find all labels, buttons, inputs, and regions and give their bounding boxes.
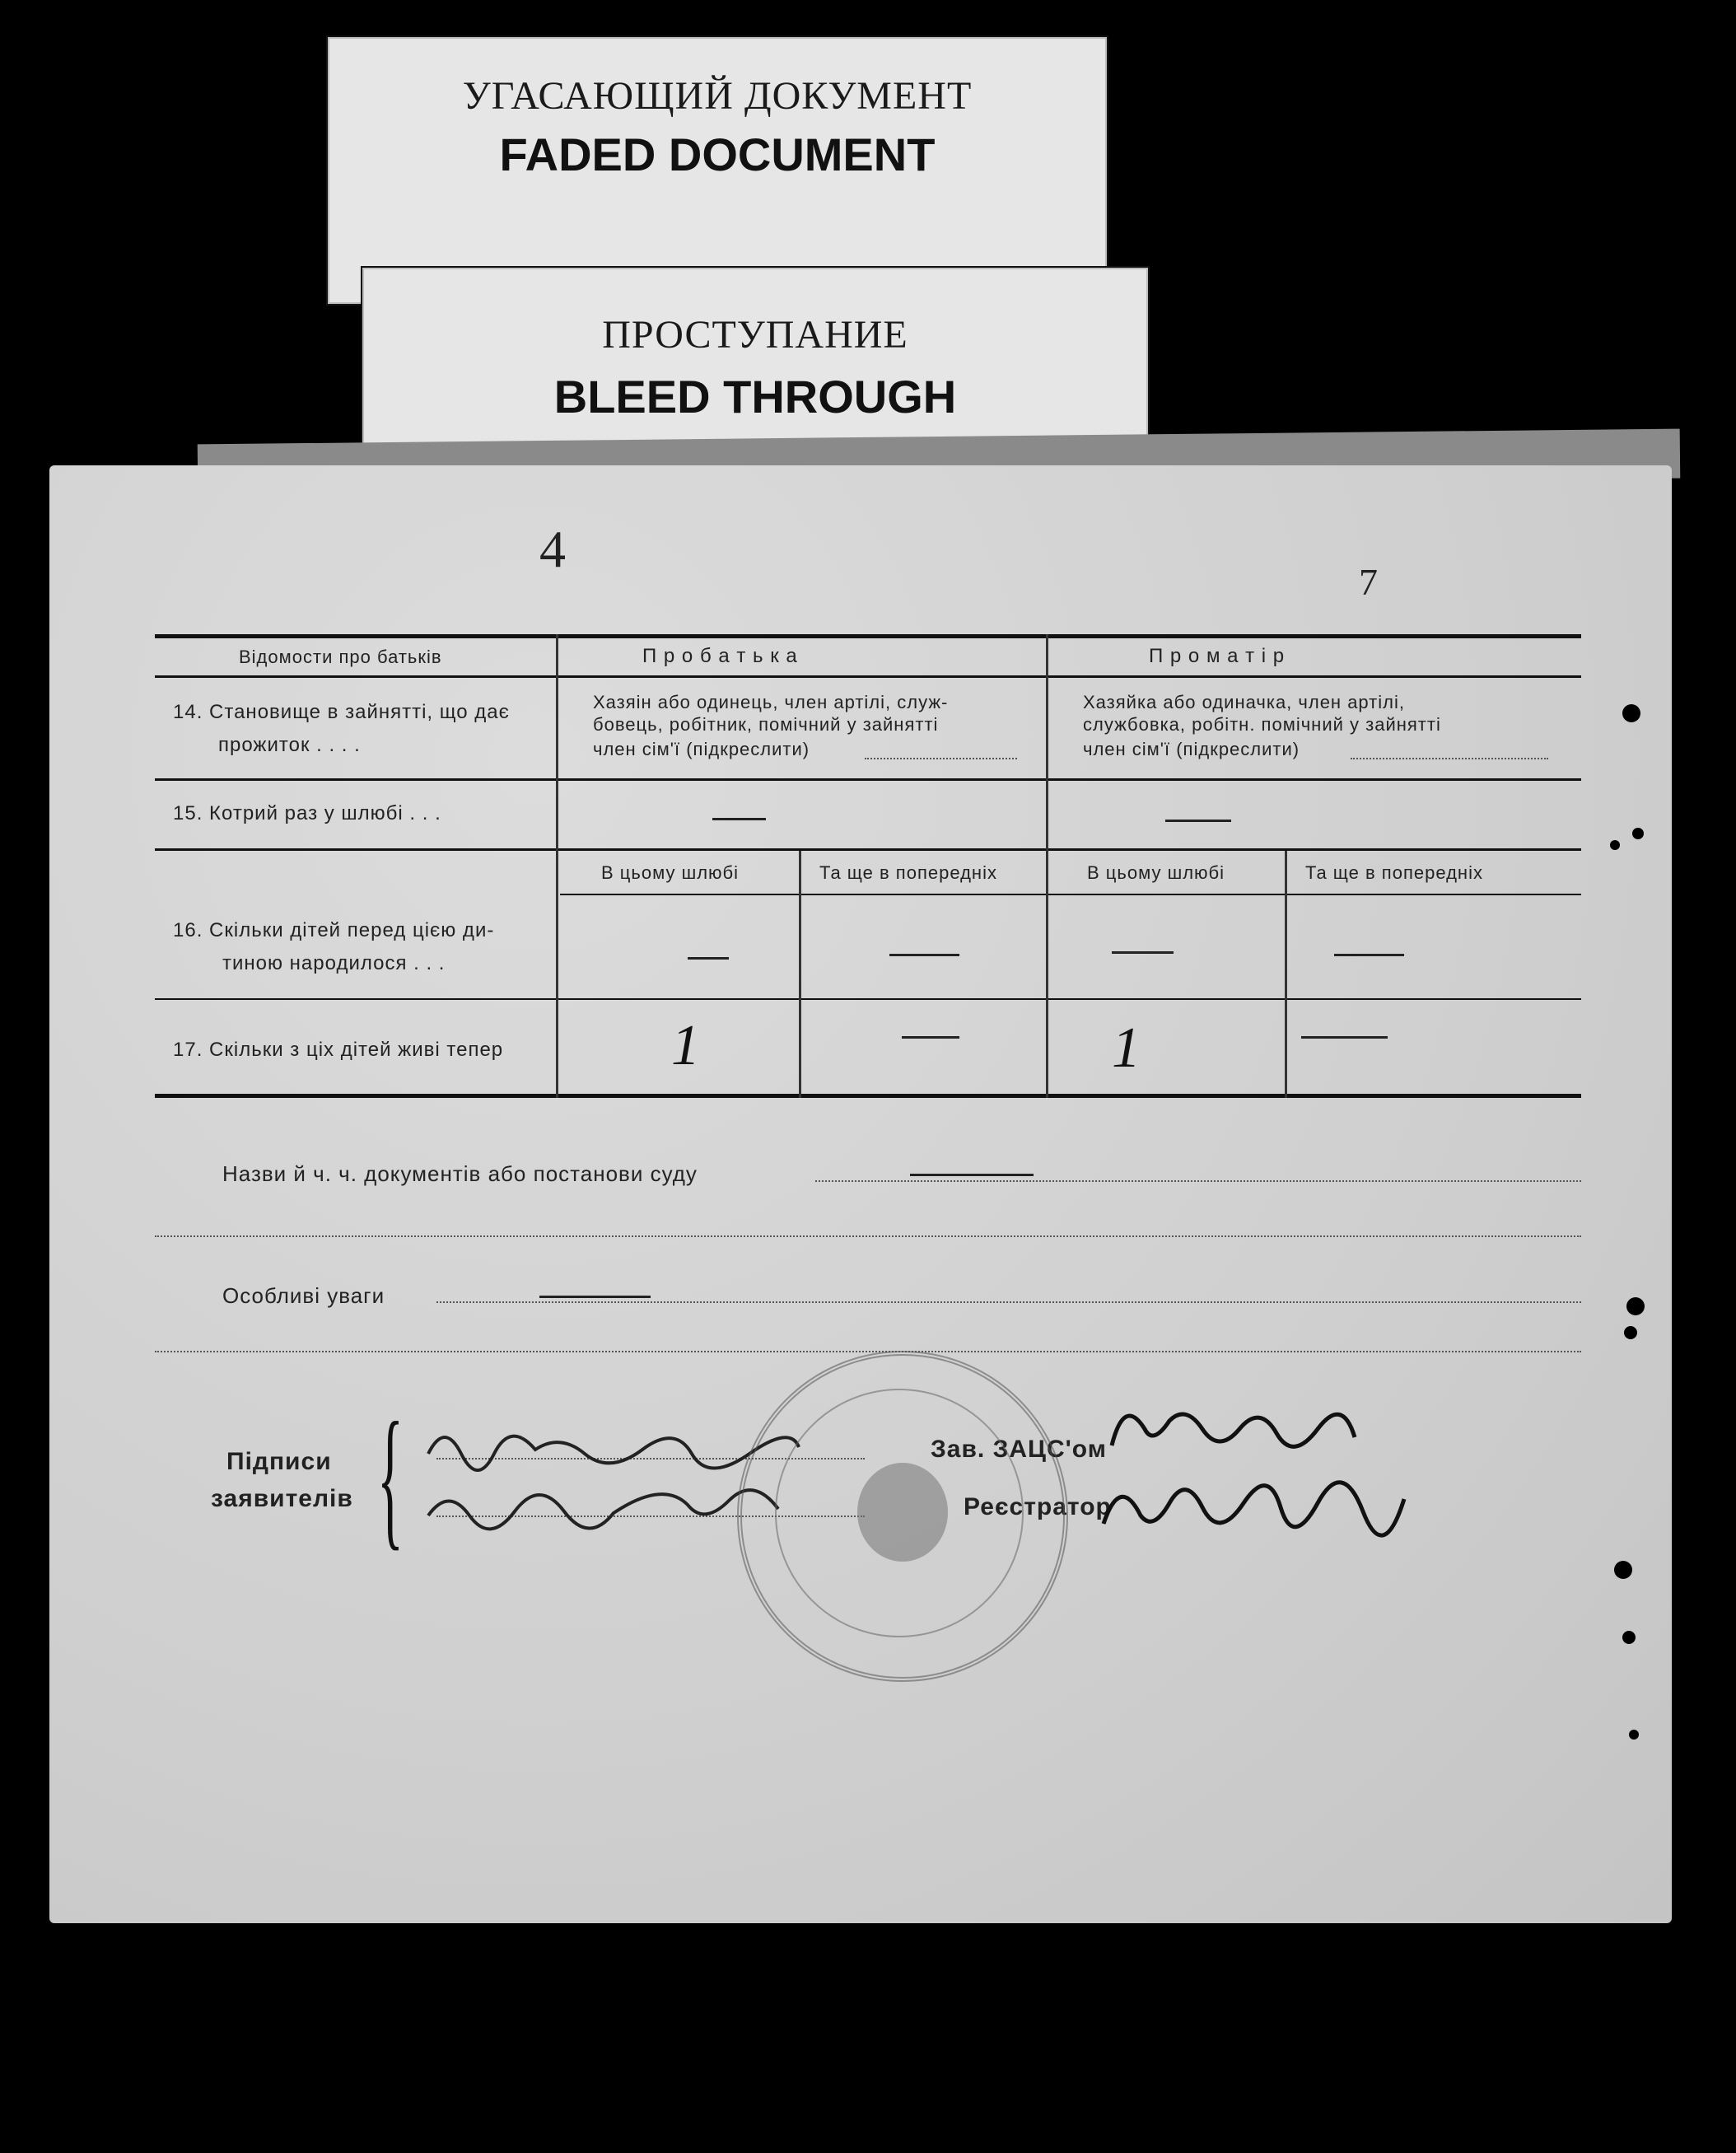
subheader-father-prev: Та ще в попередніх: [819, 862, 997, 883]
header-mother: П р о м а т і р: [1149, 645, 1286, 667]
page-number-mark: 4: [539, 520, 566, 578]
row15-father-dash: [712, 818, 766, 820]
row17-m-prev-dash: [1301, 1036, 1388, 1039]
row16-m-this-dash: [1112, 951, 1174, 954]
corner-mark: 7: [1359, 561, 1378, 603]
col-divider-father: [799, 851, 801, 1098]
applicants-label-2: заявителів: [211, 1485, 353, 1512]
row17-label: 17. Скільки з ціх дітей живі тепер: [173, 1039, 504, 1061]
row14-label-line1: 14. Становище в зайнятті, що дає: [173, 701, 510, 723]
row14-mother-dots: [1351, 758, 1548, 759]
bleed-label-en: BLEED THROUGH: [553, 371, 957, 423]
notes-dash: [539, 1296, 651, 1298]
faded-label-ru: УГАСАЮЩИЙ ДОКУМЕНТ: [462, 74, 973, 118]
document-sheet: [49, 465, 1672, 1923]
row16-f-this-dash: [688, 957, 729, 960]
row15-bottom-rule: [155, 848, 1581, 851]
official-seal: [737, 1351, 1068, 1682]
punch-hole: [1614, 1561, 1632, 1579]
faded-label-en: FADED DOCUMENT: [499, 128, 936, 180]
table-top-rule: [155, 634, 1581, 638]
row16-bottom-rule: [155, 998, 1581, 1000]
punch-hole: [1632, 828, 1644, 839]
punch-hole: [1610, 840, 1620, 850]
head-label: Зав. ЗАЦС'ом: [931, 1436, 1107, 1463]
bleed-label-ru: ПРОСТУПАНИЕ: [602, 313, 908, 357]
seal-emblem-icon: [857, 1463, 948, 1562]
row14-father-line2: бовець, робітник, помічний у зайнятті: [593, 714, 939, 735]
brace-icon: {: [377, 1391, 404, 1564]
registrar-label: Реєстратор: [964, 1493, 1112, 1520]
punch-hole: [1624, 1326, 1637, 1339]
col-divider-1: [556, 634, 558, 1098]
documents-label: Назви й ч. ч. документів або постанови суду: [222, 1161, 698, 1186]
documents-line: [815, 1180, 1581, 1182]
row14-mother-line1: Хазяйка або одиначка, член артілі,: [1083, 692, 1405, 712]
row14-label-line2: прожиток . . . .: [218, 734, 361, 756]
header-bottom-rule: [155, 675, 1581, 678]
row14-father-line1: Хазяін або одинець, член артілі, служ-: [593, 692, 949, 712]
faded-document-label: [328, 37, 1107, 304]
col-divider-2: [1046, 634, 1048, 1098]
row14-father-dots: [865, 758, 1017, 759]
row16-m-prev-dash: [1334, 954, 1404, 956]
punch-hole: [1629, 1730, 1639, 1740]
row15-mother-dash: [1165, 820, 1231, 822]
header-parents-info: Відомости про батьків: [239, 647, 442, 667]
row16-f-prev-dash: [889, 954, 959, 956]
row15-label: 15. Котрий раз у шлюбі . . .: [173, 802, 441, 824]
punch-hole: [1626, 1297, 1645, 1315]
applicants-label-1: Підписи: [226, 1448, 332, 1475]
punch-hole: [1622, 1631, 1636, 1644]
col-divider-mother: [1285, 851, 1287, 1098]
documents-dash: [910, 1174, 1034, 1176]
punch-hole: [1622, 704, 1640, 722]
header-father: П р о б а т ь к а: [642, 645, 798, 667]
row16-label-line1: 16. Скільки дітей перед цією ди-: [173, 919, 495, 941]
notes-label: Особливі уваги: [222, 1283, 385, 1308]
row14-mother-line2: службовка, робітн. помічний у зайнятті: [1083, 714, 1441, 735]
row14-father-line3: член сім'ї (підкреслити): [593, 739, 810, 759]
subheader-father-this: В цьому шлюбі: [601, 862, 740, 883]
row17-mother-this: 1: [1112, 1016, 1141, 1080]
official-signatures-icon: [1095, 1388, 1491, 1553]
documents-line-2: [155, 1235, 1581, 1237]
subheader-mother-this: В цьому шлюбі: [1087, 862, 1225, 883]
row16-label-line2: тиною народилося . . .: [222, 952, 446, 974]
subheader-bottom-rule: [560, 894, 1581, 895]
notes-line: [436, 1301, 1581, 1303]
subheader-mother-prev: Та ще в попередніх: [1305, 862, 1483, 883]
row17-father-this: 1: [671, 1014, 700, 1077]
row14-mother-line3: член сім'ї (підкреслити): [1083, 739, 1300, 759]
row14-bottom-rule: [155, 778, 1581, 781]
notes-line-2: [155, 1351, 1581, 1352]
table-bottom-rule: [155, 1094, 1581, 1098]
row17-f-prev-dash: [902, 1036, 959, 1039]
